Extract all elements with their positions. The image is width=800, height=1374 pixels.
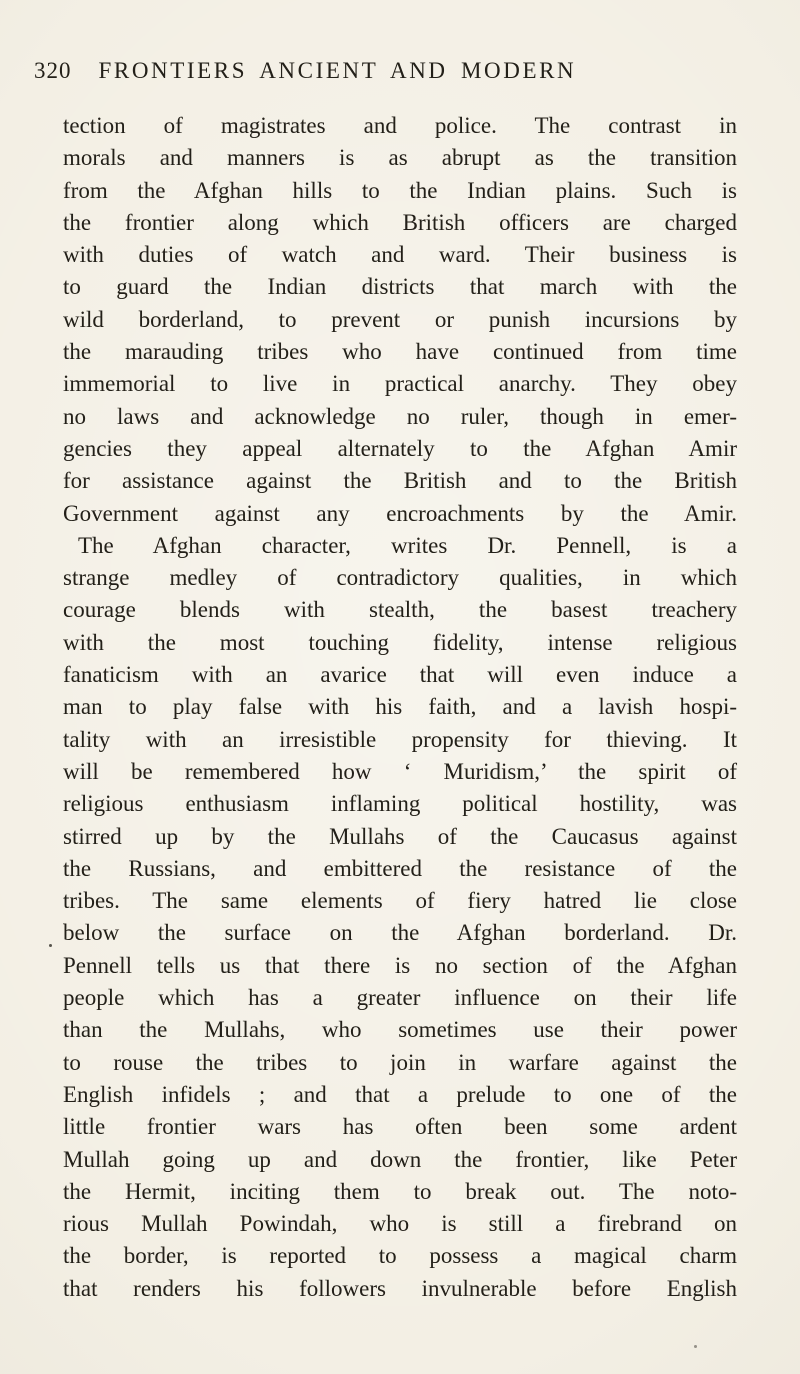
- text-line: man to play false with his faith, and a lavish hospi-: [63, 694, 737, 720]
- text-line: tribes. The same elements of fiery hatred lie close: [63, 888, 737, 914]
- page-number: 320: [34, 58, 72, 83]
- text-line: morals and manners is as abrupt as the transition: [63, 145, 737, 171]
- text-line: Mullah going up and down the frontier, like Peter: [63, 1146, 737, 1172]
- text-line: the frontier along which British officers are charged: [63, 209, 737, 235]
- text-line: the Hermit, inciting them to break out. The noto-: [63, 1178, 737, 1204]
- text-line: with duties of watch and ward. Their business is: [63, 242, 737, 268]
- paragraph: [63, 530, 737, 1305]
- text-line: below the surface on the Afghan borderland. Dr.: [63, 920, 737, 946]
- text-line: with the most touching fidelity, intense religious: [63, 629, 737, 655]
- scan-artifact-dot: [694, 1345, 697, 1348]
- text-line: Government against any encroachments by the Amir.: [63, 500, 737, 526]
- running-title: FRONTIERS ANCIENT AND MODERN: [98, 58, 577, 83]
- text-line: Pennell tells us that there is no section of the Afghan: [63, 952, 737, 978]
- text-line: gencies they appeal alternately to the Afghan Amir: [63, 435, 737, 461]
- text-line: religious enthusiasm inflaming political hostility, was: [63, 791, 737, 817]
- text-line: than the Mullahs, who sometimes use their power: [63, 1017, 737, 1043]
- text-line: to guard the Indian districts that march with the: [63, 274, 737, 300]
- text-line: the border, is reported to possess a magical charm: [63, 1243, 737, 1269]
- page-header: [34, 58, 737, 84]
- scan-artifact-dot: [49, 944, 52, 947]
- text-line: people which has a greater influence on their life: [63, 985, 737, 1011]
- text-line: rious Mullah Powindah, who is still a firebrand on: [63, 1211, 737, 1237]
- text-line: stirred up by the Mullahs of the Caucasus against: [63, 823, 737, 849]
- text-line: for assistance against the British and to the British: [63, 468, 737, 494]
- text-line: that renders his followers invulnerable before English: [63, 1275, 737, 1301]
- text-line: tection of magistrates and police. The contrast in: [63, 113, 737, 138]
- paragraph: [63, 110, 737, 530]
- text-line: from the Afghan hills to the Indian plains. Such is: [63, 177, 737, 203]
- text-line: the marauding tribes who have continued from time: [63, 339, 737, 365]
- text-line: wild borderland, to prevent or punish incursions by: [63, 306, 737, 332]
- text-line: no laws and acknowledge no ruler, though in emer-: [63, 403, 737, 429]
- text-line: the Russians, and embittered the resistance of the: [63, 855, 737, 881]
- text-line: to rouse the tribes to join in warfare against the: [63, 1049, 737, 1075]
- text-line: tality with an irresistible propensity for thieving. It: [63, 726, 737, 752]
- text-line: strange medley of contradictory qualities, in which: [63, 565, 737, 591]
- page-body: [63, 110, 737, 1305]
- text-line: immemorial to live in practical anarchy. They obey: [63, 371, 737, 397]
- text-line: will be remembered how ‘ Muridism,’ the spirit of: [63, 758, 737, 784]
- text-line: little frontier wars has often been some ardent: [63, 1114, 737, 1140]
- text-line: fanaticism with an avarice that will even induce a: [63, 662, 737, 688]
- text-line: English infidels ; and that a prelude to one of the: [63, 1081, 737, 1107]
- text-line: courage blends with stealth, the basest treachery: [63, 597, 737, 623]
- text-line: The Afghan character, writes Dr. Pennell, is a: [78, 532, 737, 558]
